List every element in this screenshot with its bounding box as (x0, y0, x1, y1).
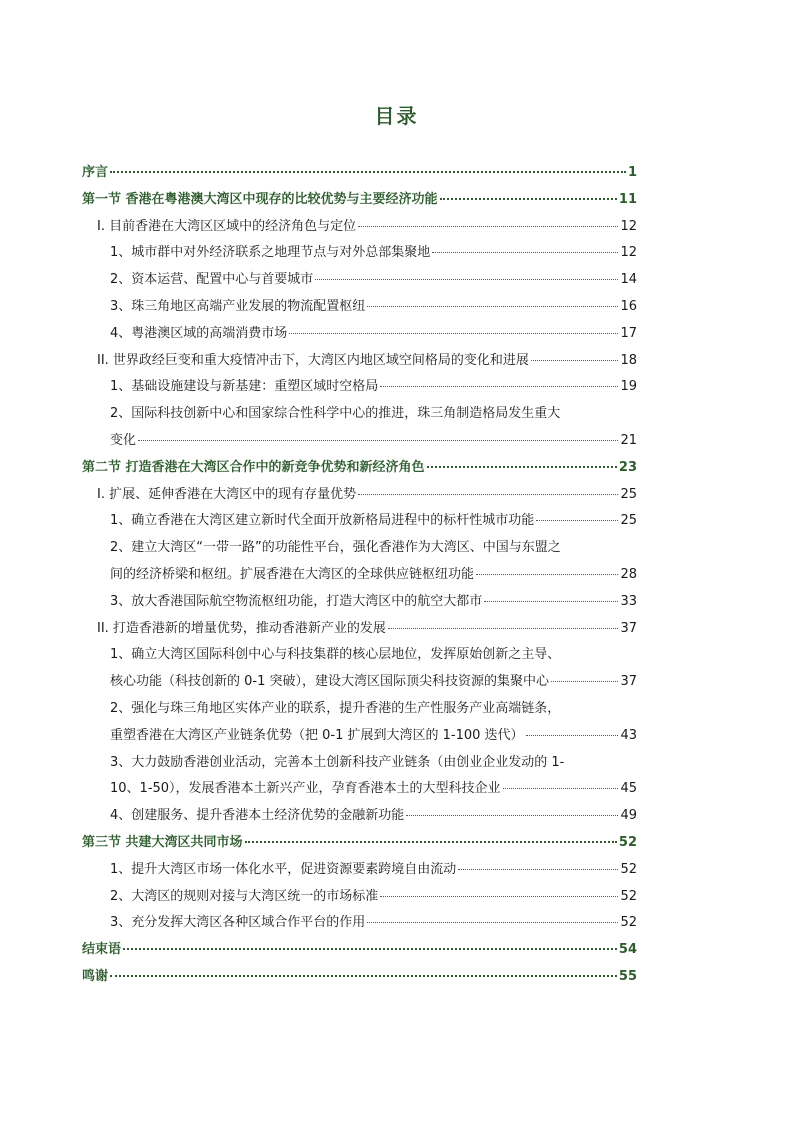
toc-page-number: 52 (620, 861, 637, 877)
dot-leader (432, 251, 618, 253)
toc-entry-title: 第一节 香港在粤港澳大湾区中现存的比较优势与主要经济功能 (82, 191, 438, 207)
toc-entry-title: II. 世界政经巨变和重大疫情冲击下，大湾区内地区域空间格局的变化和进展 (97, 352, 529, 368)
dot-leader (123, 947, 617, 950)
dot-leader (358, 493, 618, 495)
toc-entry-title-cont: 核心功能（科技创新的 0-1 突破），建设大湾区国际顶尖科技资源的集聚中心 (110, 674, 549, 690)
toc-entry-line1[interactable] (82, 642, 637, 669)
dot-leader (427, 465, 617, 468)
table-of-contents (82, 160, 637, 991)
toc-entry[interactable] (82, 482, 637, 509)
toc-page-number: 19 (620, 379, 637, 395)
toc-entry[interactable] (82, 937, 637, 964)
toc-page-number: 1 (627, 165, 637, 180)
toc-page-number: 37 (620, 620, 637, 636)
toc-page-number: 33 (620, 593, 637, 609)
toc-page-number: 25 (620, 513, 637, 529)
dot-leader (289, 332, 618, 334)
dot-leader (380, 385, 618, 387)
toc-page-number: 11 (618, 191, 637, 207)
toc-entry-title: 1、城市群中对外经济联系之地理节点与对外总部集聚地 (110, 245, 431, 261)
toc-entry-line2[interactable] (82, 776, 637, 803)
toc-entry[interactable] (82, 187, 637, 214)
toc-entry-title-cont: 间的经济桥梁和枢纽。扩展香港在大湾区的全球供应链枢纽功能 (110, 566, 475, 582)
toc-entry[interactable] (82, 455, 637, 482)
toc-entry-title: 3、大力鼓励香港创业活动，完善本土创新科技产业链条（由创业企业发动的 1- (110, 754, 565, 770)
dot-leader (380, 895, 618, 897)
toc-entry-title: 3、充分发挥大湾区各种区域合作平台的作用 (110, 915, 366, 931)
toc-entry[interactable] (82, 348, 637, 375)
toc-page-number: 21 (620, 432, 637, 448)
toc-entry-title: 鸣谢 (82, 968, 109, 984)
toc-entry-title: 2、大湾区的规则对接与大湾区统一的市场标准 (110, 888, 379, 904)
toc-page-number: 12 (620, 218, 637, 234)
toc-entry-title: 4、创建服务、提升香港本土经济优势的金融新功能 (110, 808, 405, 824)
toc-entry-title: I. 扩展、延伸香港在大湾区中的现有存量优势 (97, 486, 357, 502)
toc-entry[interactable] (82, 267, 637, 294)
toc-entry-title: 1、确立大湾区国际科创中心与科技集群的核心层地位，发挥原始创新之主导、 (110, 647, 561, 663)
dot-leader (358, 225, 618, 227)
toc-entry-title: 2、国际科技创新中心和国家综合性科学中心的推进，珠三角制造格局发生重大 (110, 406, 561, 422)
dot-leader (531, 359, 619, 361)
toc-page-number: 28 (620, 566, 637, 582)
dot-leader (406, 814, 618, 816)
toc-entry-title: 2、建立大湾区“一带一路”的功能性平台，强化香港作为大湾区、中国与东盟之 (110, 540, 561, 556)
dot-leader (388, 627, 619, 629)
dot-leader (484, 600, 618, 602)
toc-entry[interactable] (82, 160, 637, 187)
toc-page-number: 45 (620, 781, 637, 797)
toc-entry-line2[interactable] (82, 723, 637, 750)
toc-entry-title: 3、珠三角地区高端产业发展的物流配置枢纽 (110, 298, 366, 314)
toc-entry-line1[interactable] (82, 750, 637, 777)
toc-page-number: 49 (620, 808, 637, 824)
toc-page-number: 52 (618, 834, 637, 850)
toc-page-number: 17 (620, 325, 637, 341)
toc-entry-line1[interactable] (82, 696, 637, 723)
toc-page-number: 25 (620, 486, 637, 502)
toc-entry[interactable] (82, 910, 637, 937)
dot-leader (536, 519, 618, 521)
toc-entry-title: 4、粤港澳区域的高端消费市场 (110, 325, 288, 341)
toc-entry[interactable] (82, 240, 637, 267)
toc-entry[interactable] (82, 830, 637, 857)
toc-entry-title: 序言 (82, 165, 109, 180)
page-title: 目录 (374, 104, 419, 128)
dot-leader (110, 170, 626, 173)
toc-entry[interactable] (82, 857, 637, 884)
toc-entry[interactable] (82, 508, 637, 535)
dot-leader (138, 439, 618, 441)
dot-leader (458, 868, 618, 870)
dot-leader (367, 305, 618, 307)
toc-entry[interactable] (82, 214, 637, 241)
toc-entry[interactable] (82, 964, 637, 991)
toc-entry-title: 第二节 打造香港在大湾区合作中的新竞争优势和新经济角色 (82, 459, 425, 475)
toc-entry[interactable] (82, 374, 637, 401)
toc-entry-title: 1、基础设施建设与新基建：重塑区域时空格局 (110, 379, 379, 395)
toc-page-number: 12 (620, 245, 637, 261)
toc-entry-title: 1、确立香港在大湾区建立新时代全面开放新格局进程中的标杆性城市功能 (110, 513, 535, 529)
toc-entry-title: 1、提升大湾区市场一体化水平，促进资源要素跨境自由流动 (110, 861, 457, 877)
toc-page-number: 18 (620, 352, 637, 368)
toc-entry-title-cont: 重塑香港在大湾区产业链条优势（把 0-1 扩展到大湾区的 1-100 迭代） (110, 727, 524, 743)
toc-entry-title: 2、资本运营、配置中心与首要城市 (110, 272, 314, 288)
dot-leader (367, 921, 618, 923)
dot-leader (245, 840, 617, 843)
dot-leader (315, 278, 618, 280)
toc-entry[interactable] (82, 803, 637, 830)
toc-entry-line2[interactable] (82, 562, 637, 589)
dot-leader (110, 974, 617, 977)
toc-entry-title: I. 目前香港在大湾区区域中的经济角色与定位 (97, 218, 357, 234)
toc-entry-line1[interactable] (82, 401, 637, 428)
toc-entry-line2[interactable] (82, 428, 637, 455)
toc-entry-title: 第三节 共建大湾区共同市场 (82, 834, 243, 850)
dot-leader (551, 680, 618, 682)
toc-page-number: 23 (618, 459, 637, 475)
toc-entry-title-cont: 变化 (110, 432, 137, 448)
toc-entry-line1[interactable] (82, 535, 637, 562)
toc-entry[interactable] (82, 884, 637, 911)
dot-leader (526, 734, 619, 736)
toc-page-number: 54 (618, 942, 637, 958)
toc-entry-line2[interactable] (82, 669, 637, 696)
toc-page-number: 14 (620, 272, 637, 288)
toc-page-number: 52 (620, 888, 637, 904)
toc-entry-title: 2、强化与珠三角地区实体产业的联系，提升香港的生产性服务产业高端链条， (110, 700, 561, 716)
toc-page-number: 16 (620, 298, 637, 314)
toc-page-number: 52 (620, 915, 637, 931)
dot-leader (440, 197, 617, 200)
dot-leader (503, 787, 619, 789)
toc-entry-title: II. 打造香港新的增量优势，推动香港新产业的发展 (97, 620, 386, 636)
toc-entry[interactable] (82, 616, 637, 643)
toc-entry-title: 3、放大香港国际航空物流枢纽功能，打造大湾区中的航空大都市 (110, 593, 483, 609)
dot-leader (476, 573, 618, 575)
toc-entry[interactable] (82, 321, 637, 348)
toc-entry[interactable] (82, 589, 637, 616)
toc-entry-title: 结束语 (82, 942, 122, 958)
toc-page-number: 43 (620, 727, 637, 743)
toc-page-number: 37 (620, 674, 637, 690)
toc-page-number: 55 (618, 968, 637, 984)
toc-entry[interactable] (82, 294, 637, 321)
toc-entry-title-cont: 10、1-50），发展香港本土新兴产业，孕育香港本土的大型科技企业 (110, 781, 501, 797)
